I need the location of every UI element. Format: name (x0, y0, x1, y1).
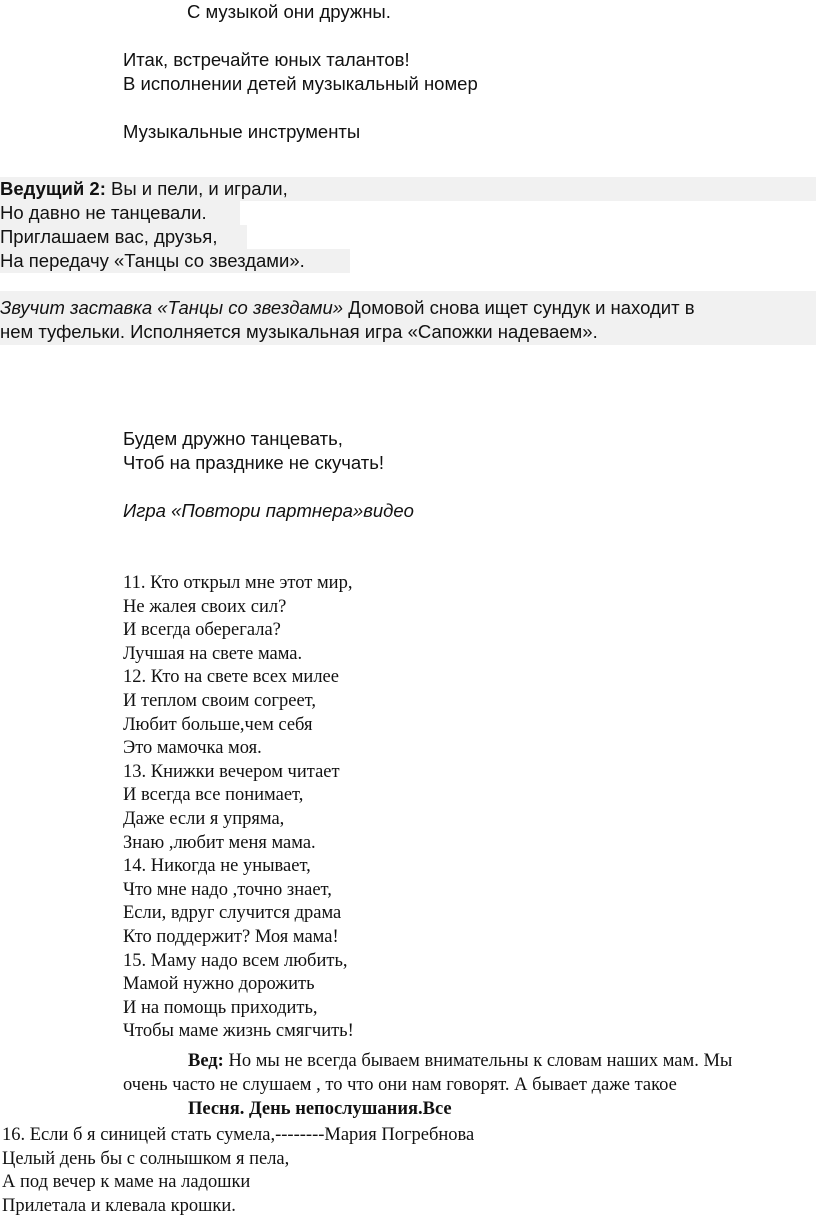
poem-line: 12. Кто на свете всех милее (123, 667, 339, 688)
intro-line-1: С музыкой они дружны. (187, 1, 391, 22)
poem-line: Чтобы маме жизнь смягчить! (123, 1021, 354, 1042)
ved-text-1: Но мы не всегда бываем внимательны к словам наших мам. Мы (223, 1051, 733, 1071)
poem16 (2, 1124, 474, 1218)
poem-line: 13. Книжки вечером читает (123, 761, 340, 782)
poem-line: Мамой нужно дорожить (123, 974, 315, 995)
poem-line: Не жалея своих сил? (123, 596, 287, 617)
poem-line: И теплом своим согреет, (123, 690, 316, 711)
poem-line: Даже если я упряма, (123, 808, 285, 829)
stage-direction-rest-1: Домовой снова ищет сундук и находит в (343, 297, 695, 318)
poem-line: 11. Кто открыл мне этот мир, (123, 573, 353, 593)
poem-line: 14. Никогда не унывает, (123, 856, 311, 877)
host2-line-2: Но давно не танцевали. (0, 202, 207, 223)
dance-line-1: Будем дружно танцевать, (123, 428, 343, 449)
intro-line-4: Музыкальные инструменты (123, 121, 361, 142)
poem16-line: А под вечер к маме на ладошки (2, 1172, 251, 1193)
game-title-text: Игра «Повтори партнера»видео (123, 500, 414, 521)
host2-line-3: Приглашаем вас, друзья, (0, 226, 218, 247)
ved-line-1 (188, 1050, 732, 1074)
stage-direction-italic: Звучит заставка «Танцы со звездами» (0, 297, 344, 318)
song-title-text: Песня. День непослушания.Все (188, 1099, 452, 1119)
poem-line: Кто поддержит? Моя мама! (123, 926, 339, 947)
poem16-line: Прилетала и клевала крошки. (2, 1195, 236, 1216)
poem16-line: 16. Если б я синицей стать сумела,--------Мария Погребнова (2, 1125, 475, 1145)
host2-text-1: Вы и пели, и играли, (111, 178, 288, 199)
host2-speaker: Ведущий 2: (0, 178, 106, 199)
dance-line-2: Чтоб на празднике не скучать! (123, 452, 385, 473)
intro-line-3: В исполнении детей музыкальный номер (123, 73, 478, 94)
host2-line-4: На передачу «Танцы со звездами». (0, 250, 305, 271)
stage-direction-line-2: нем туфельки. Исполняется музыкальная игра «Сапожки надеваем». (0, 321, 598, 342)
ved-speaker: Вед: (188, 1051, 224, 1071)
poem-line: Знаю ,любит меня мама. (123, 832, 316, 853)
poem-line: Что мне надо ,точно знает, (123, 879, 332, 900)
poem-line: Если, вдруг случится драма (123, 903, 342, 924)
poem16-line: Целый день бы с солнышком я пела, (2, 1148, 290, 1169)
poem-line: И на помощь приходить, (123, 997, 318, 1018)
intro-line-2: Итак, встречайте юных талантов! (123, 49, 410, 70)
poem-line: Это мамочка моя. (123, 738, 262, 759)
stage-direction-line-1 (0, 296, 695, 320)
poem-line: 15. Маму надо всем любить, (123, 950, 348, 971)
game-title (123, 499, 414, 523)
ved-line-2: очень часто не слушаем , то что они нам говорят. А бывает даже такое (123, 1075, 677, 1095)
poem-line: Любит больше,чем себя (123, 714, 313, 735)
host2-line-1 (0, 177, 288, 201)
poem-line: И всегда все понимает, (123, 785, 304, 806)
poem-line: Лучшая на свете мама. (123, 643, 303, 664)
song-title (188, 1098, 452, 1122)
poem-list (123, 572, 354, 1044)
poem-line: И всегда оберегала? (123, 620, 281, 641)
